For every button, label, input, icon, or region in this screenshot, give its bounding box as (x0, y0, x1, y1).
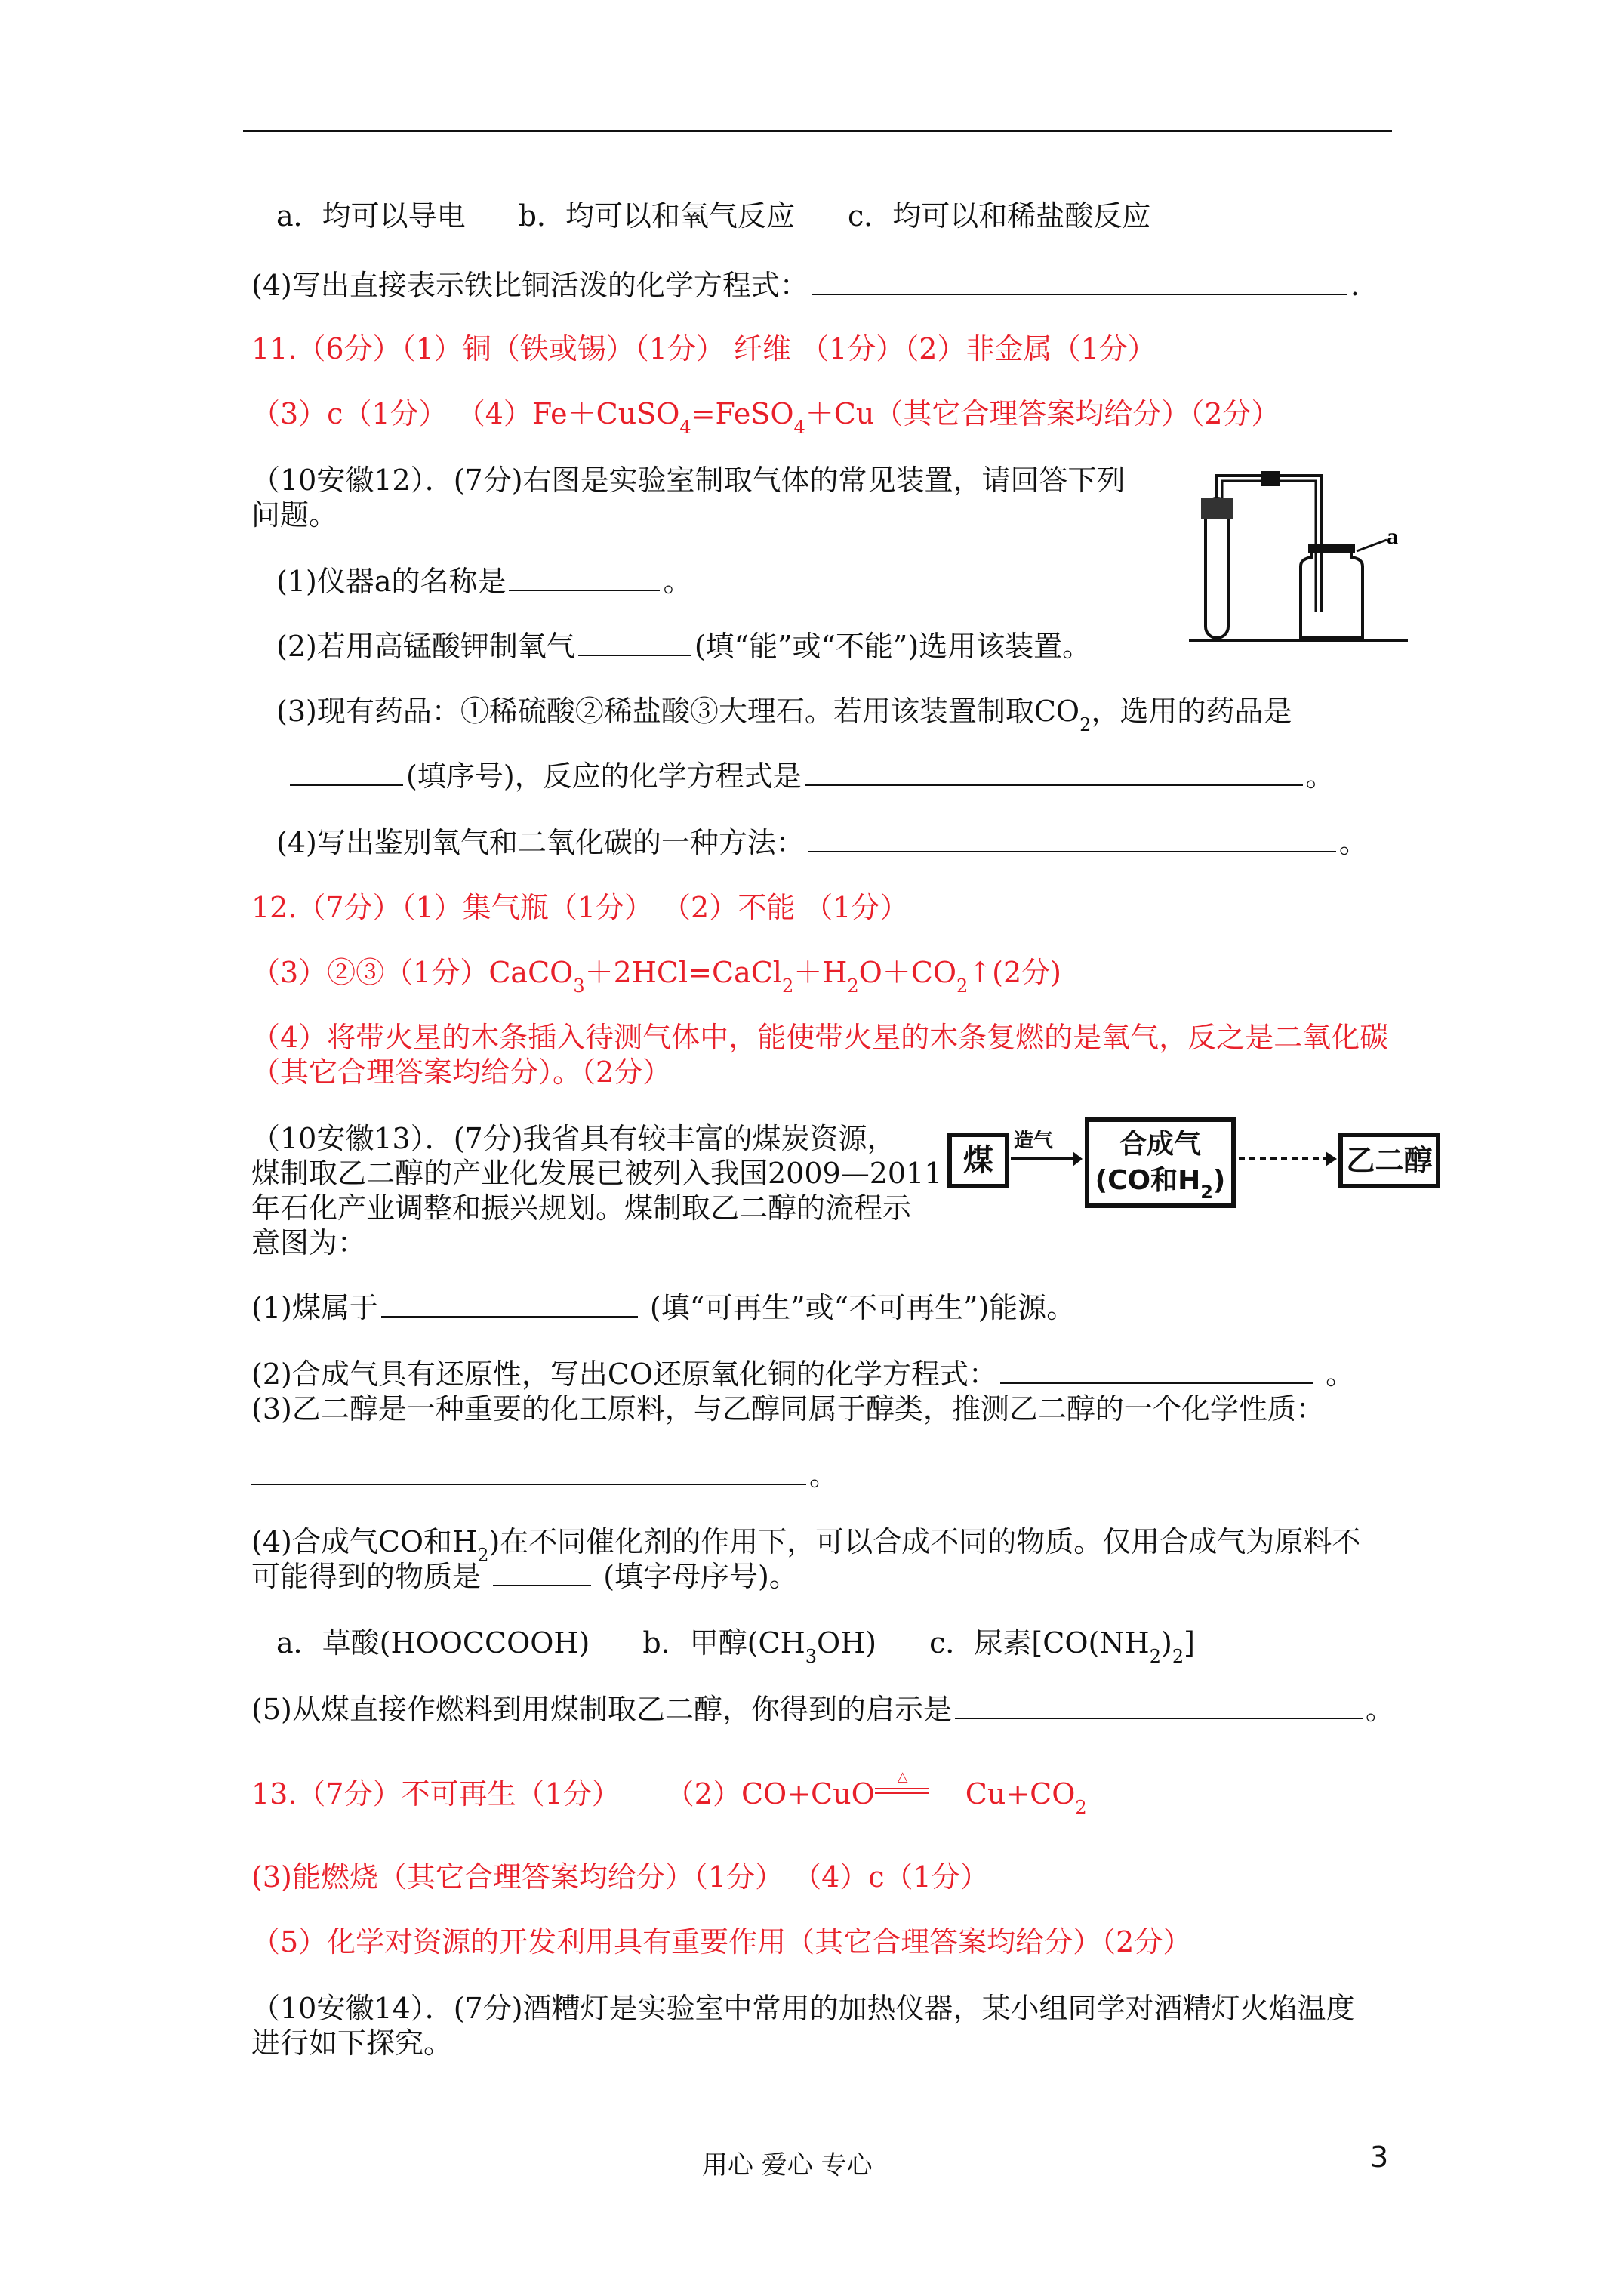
q10-option-c: c．均可以和稀盐酸反应 (847, 199, 1151, 233)
answer-blank (509, 567, 660, 591)
answer-11-line1: 11.（6分）（1）铜（铁或锡）（1分） 纤维 （1分）（2）非金属（1分） (251, 332, 1156, 365)
q13-options (276, 1623, 1195, 1667)
answer-13-line3: （5）化学对资源的开发利用具有重要作用（其它合理答案均给分）（2分） (251, 1925, 1192, 1959)
flow-arrow-2 (1239, 1148, 1337, 1170)
answer-blank (812, 271, 1347, 295)
answer-12-line2: （3）②③（1分）$CaCO_3+2HCl=CaCl_2+H_2O+CO_2↑(2$分) (251, 956, 1061, 997)
q13-part3: (3)乙二醇是一种重要的化工原料，与乙醇同属于醇类，推测乙二醇的一个化学性质： (251, 1392, 1325, 1425)
gas-apparatus-figure (1189, 468, 1408, 646)
answer-13-line2: (3)能燃烧（其它合理答案均给分）（1分） （4）c（1分） (251, 1860, 989, 1894)
q10-part4: (4)写出直接表示铁比铜活泼的化学方程式： . (251, 269, 1360, 302)
answer-blank (251, 1461, 806, 1485)
q13-intro-1: （10安徽13）．(7分)我省具有较丰富的煤炭资源， (251, 1122, 896, 1155)
answer-blank (290, 762, 403, 786)
q13-intro-2: 煤制取乙二醇的产业化发展已被列入我国2009—2011 (251, 1157, 943, 1190)
q13-option-a: a．草酸(HOOCCOOH) (276, 1626, 590, 1660)
coal-flow-diagram (947, 1117, 1438, 1212)
q10-option-a: a．均可以导电 (276, 199, 466, 233)
apparatus-label-a: a (1387, 524, 1398, 549)
q12-part3: (3)现有药品：①稀硫酸②稀盐酸③大理石。若用该装置制取$CO_2$，选用的药品是 (276, 695, 1292, 735)
q14-intro-1: （10安徽14）．(7分)酒糟灯是实验室中常用的加热仪器，某小组同学对酒精灯火焰温度 (251, 1992, 1355, 2025)
q10-options (276, 196, 1150, 236)
q10-option-b: b．均可以和氧气反应 (518, 199, 795, 233)
q13-part1: (1)煤属于 (填“可再生”或“不可再生”)能源。 (251, 1291, 1076, 1324)
header-rule (243, 130, 1392, 132)
q13-part2: (2)合成气具有还原性，写出CO还原氧化铜的化学方程式： 。 (251, 1358, 1355, 1391)
answer-blank (955, 1695, 1363, 1719)
heat-equals-sign: △ (875, 1774, 935, 1814)
q12-part4: (4)写出鉴别氧气和二氧化碳的一种方法： 。 (276, 826, 1368, 859)
q12-part3-line2: (填序号)，反应的化学方程式是 。 (287, 757, 1335, 796)
q12-intro-1: （10安徽12）．(7分)右图是实验室制取气体的常见装置，请回答下列 (251, 464, 1126, 497)
answer-11-line2: （3）c（1分） （4）Fe＋CuSO$_4$=FeSO$_4$＋Cu（其它合理答案均给分）（2分） (251, 397, 1280, 438)
flow-box-syngas: 合成气 (CO和$H_2$) (1085, 1117, 1236, 1208)
q13-option-b: b．甲醇$(CH_3OH)$ (642, 1626, 877, 1667)
answer-blank (808, 828, 1336, 852)
q13-part4-line2: 可能得到的物质是 (填字母序号)。 (251, 1560, 798, 1593)
answer-blank (493, 1562, 591, 1586)
q14-intro-2: 进行如下探究。 (251, 2026, 453, 2060)
answer-blank (578, 632, 691, 656)
answer-12-line3: （4）将带火星的木条插入待测气体中，能使带火星的木条复燃的是氧气，反之是二氧化碳 (251, 1021, 1389, 1054)
q13-part5: (5)从煤直接作燃料到用煤制取乙二醇，你得到的启示是 。 (251, 1693, 1394, 1726)
flow-box-ethylene-glycol: 乙二醇 (1338, 1133, 1440, 1188)
answer-blank (1000, 1360, 1313, 1384)
flow-label-gasify: 造气 (1014, 1130, 1054, 1152)
q12-part2: (2)若用高锰酸钾制氧气 (填“能”或“不能”)选用该装置。 (276, 630, 1092, 663)
q13-part3-line2: 。 (251, 1456, 838, 1495)
q12-intro-2: 问题。 (251, 498, 338, 532)
q13-intro-3: 年石化产业调整和振兴规划。煤制取乙二醇的流程示 (251, 1191, 912, 1225)
answer-blank (805, 762, 1303, 786)
answer-12-line4: （其它合理答案均给分）。（2分） (251, 1056, 672, 1089)
q12-part1: (1)仪器a的名称是 。 (276, 565, 692, 598)
answer-12-line1: 12.（7分）（1）集气瓶（1分） （2）不能 （1分） (251, 891, 909, 924)
answer-blank (381, 1293, 638, 1318)
footer-text: 用心 爱心 专心 (702, 2150, 873, 2180)
q13-part4: (4)合成气CO和$H_2$)在不同催化剂的作用下，可以合成不同的物质。仅用合成气为原料不 (251, 1525, 1361, 1566)
answer-13-line1: 13.（7分）不可再生（1分） （2）CO+CuO △ $Cu+CO_2$ (251, 1769, 1087, 1818)
q13-option-c: c．尿素$[CO(NH_2)_2]$ (929, 1626, 1195, 1667)
flow-arrow-1 (1011, 1148, 1083, 1170)
flow-box-coal: 煤 (947, 1133, 1009, 1188)
q13-intro-4: 意图为： (251, 1226, 367, 1259)
page-number: 3 (1370, 2140, 1389, 2174)
